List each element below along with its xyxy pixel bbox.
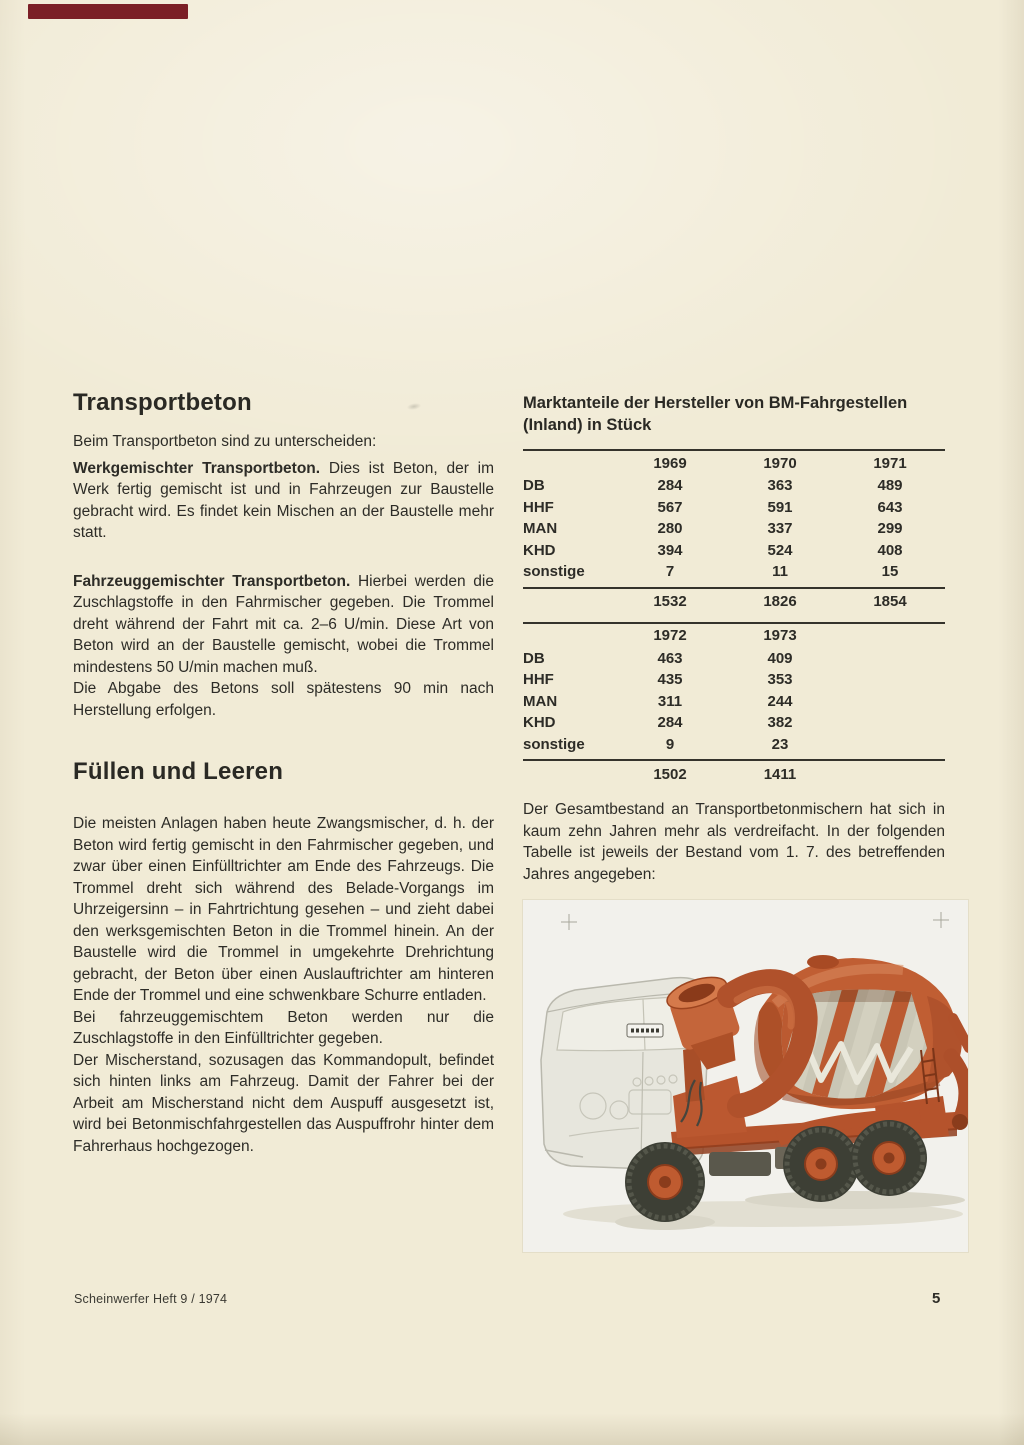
page-number: 5 [932,1290,941,1307]
manufacturer-badge [627,1024,663,1037]
paragraph-text-werk: Dies ist Beton, der im Werk fertig gemischt ist und in Fahrzeugen zur Baustelle gebracht wird. Es findet kein Mischen an der Baustelle mehr statt. [73,459,495,541]
paragraph-fuellen-3: Der Mischerstand, sozusagen das Kommandopult, befindet sich hinten links am Fahrzeug. Damit der Fahrer bei der Arbeit am Mischerstand nicht dem Auspuff ausgesetzt ist, wird bei Betonmischfahrgestellen das Auspuffrohr hinter dem Fahrerhaus hochgezogen. [73,1051,494,1155]
cell: 11 [772,563,788,581]
row-label: MAN [523,520,558,538]
mixer-truck-illustration [523,900,968,1252]
table-row [523,540,945,562]
paragraph-text-fahrzeug: Hierbei werden die Zuschlagstoffe in den Fahrmischer gegeben. Die Trommel dreht während der Fahrt mit ca. 2–6 U/min. Diese Art von Beton wird an der Baustelle gemischt, wobei die Trommel mindestens 50 U/min machen muß. [73,572,494,676]
year-header: 1969 [653,454,687,472]
table-header-row [523,624,945,648]
table-row [523,518,945,540]
cell: 299 [877,520,903,538]
rear-wheel [851,1120,927,1196]
table-row [523,648,945,670]
table-row [523,669,945,691]
truck-photo [523,900,968,1252]
cell: 337 [767,520,793,538]
total-cell: 1532 [653,593,687,610]
row-label: KHD [523,541,556,559]
left-column [73,388,494,1157]
table-row [523,691,945,713]
total-cell: 1502 [653,765,687,783]
year-header: 1970 [763,454,797,472]
row-label: DB [523,649,545,667]
rear-wheel [783,1126,859,1202]
cell: 591 [767,498,793,516]
paragraph-fuellen-1: Die meisten Anlagen haben heute Zwangsmischer, d. h. der Beton wird fertig gemischt in den Fahrmischer gegeben, und zwar über einen Einfülltrichter am Ende des Fahrzeugs. Die Trommel dreht sich während des Belade-Vorgangs im Uhrzeigersinn – in Fahrtrichtung gesehen – und zieht dabei den werksgemischten Beton in die Trommel hinein. An der Baustelle wird die Trommel in umgekehrte Drehrichtung gebracht, der Beton über einen Auslauftrichter am hinteren Ende der Trommel und eine schwenkbare Schurre entladen. [73,815,494,1004]
section-heading-transportbeton: Transportbeton [73,389,252,416]
journal-footer: Scheinwerfer Heft 9 / 1974 [74,1292,228,1306]
print-registration-bar [28,4,188,19]
table-row [523,712,945,734]
row-label: sonstige [523,735,585,753]
paragraph-fuellen-2: Bei fahrzeuggemischtem Beton werden nur die Zuschlagstoffe in den Einfülltrichter gegeben. [73,1008,494,1047]
cell: 7 [665,563,675,581]
table-total-row [523,589,945,615]
cell: 9 [665,735,675,753]
paragraph-abgabe: Die Abgabe des Betons soll spätestens 90 min nach Herstellung erfolgen. [73,680,494,719]
paragraph-lead-werk: Werkgemischter Transportbeton. [73,459,321,477]
cell: 353 [767,671,793,689]
cell: 643 [877,498,903,516]
table-header-row [523,451,945,475]
intro-paragraph: Beim Transportbeton sind zu unterscheiden: [73,433,377,450]
section-heading-fuellen-und-leeren: Füllen und Leeren [73,758,284,785]
cell: 280 [657,520,683,538]
row-label: KHD [523,714,556,732]
total-cell: 1826 [763,593,797,610]
paragraph-gesamtbestand: Der Gesamtbestand an Transportbetonmischern hat sich in kaum zehn Jahren mehr als verdreifacht. In der folgenden Tabelle ist jeweils der Bestand vom 1. 7. des betreffenden Jahres angegeben: [523,801,945,883]
cell: 567 [657,498,683,516]
cell: 408 [877,541,903,559]
cell: 409 [767,649,793,667]
paragraph-fahrzeuggemischt [73,571,494,679]
year-header: 1971 [873,454,907,472]
cell: 244 [767,692,793,710]
row-label: HHF [523,498,554,516]
front-wheel [625,1142,705,1222]
table-row [523,561,945,583]
table-row [523,497,945,519]
total-cell: 1854 [873,593,907,610]
row-label: DB [523,477,545,495]
row-label: HHF [523,671,554,689]
cell: 489 [877,477,903,495]
paragraph-werkgemischt [73,458,494,544]
cell: 284 [657,714,683,732]
cell: 23 [771,735,789,753]
cell: 394 [657,541,683,559]
cell: 15 [881,563,899,581]
row-label: sonstige [523,563,585,581]
cell: 284 [657,477,683,495]
cell: 524 [767,541,793,559]
table-row [523,475,945,497]
cell: 311 [657,692,683,710]
row-label: MAN [523,692,558,710]
total-cell: 1411 [763,765,797,783]
cell: 463 [657,649,683,667]
table-row [523,734,945,756]
cell: 363 [767,477,793,495]
year-header: 1972 [653,627,687,644]
right-column [523,392,945,1252]
cell: 435 [657,671,683,689]
cell: 382 [767,714,793,732]
table-total-row [523,761,945,787]
table-title-line2: (Inland) in Stück [523,416,652,434]
year-header: 1973 [763,627,797,644]
paragraph-lead-fahrzeug: Fahrzeuggemischter Transportbeton. [73,572,351,590]
table-title-line1: Marktanteile der Hersteller von BM-Fahrgestellen [523,394,908,412]
